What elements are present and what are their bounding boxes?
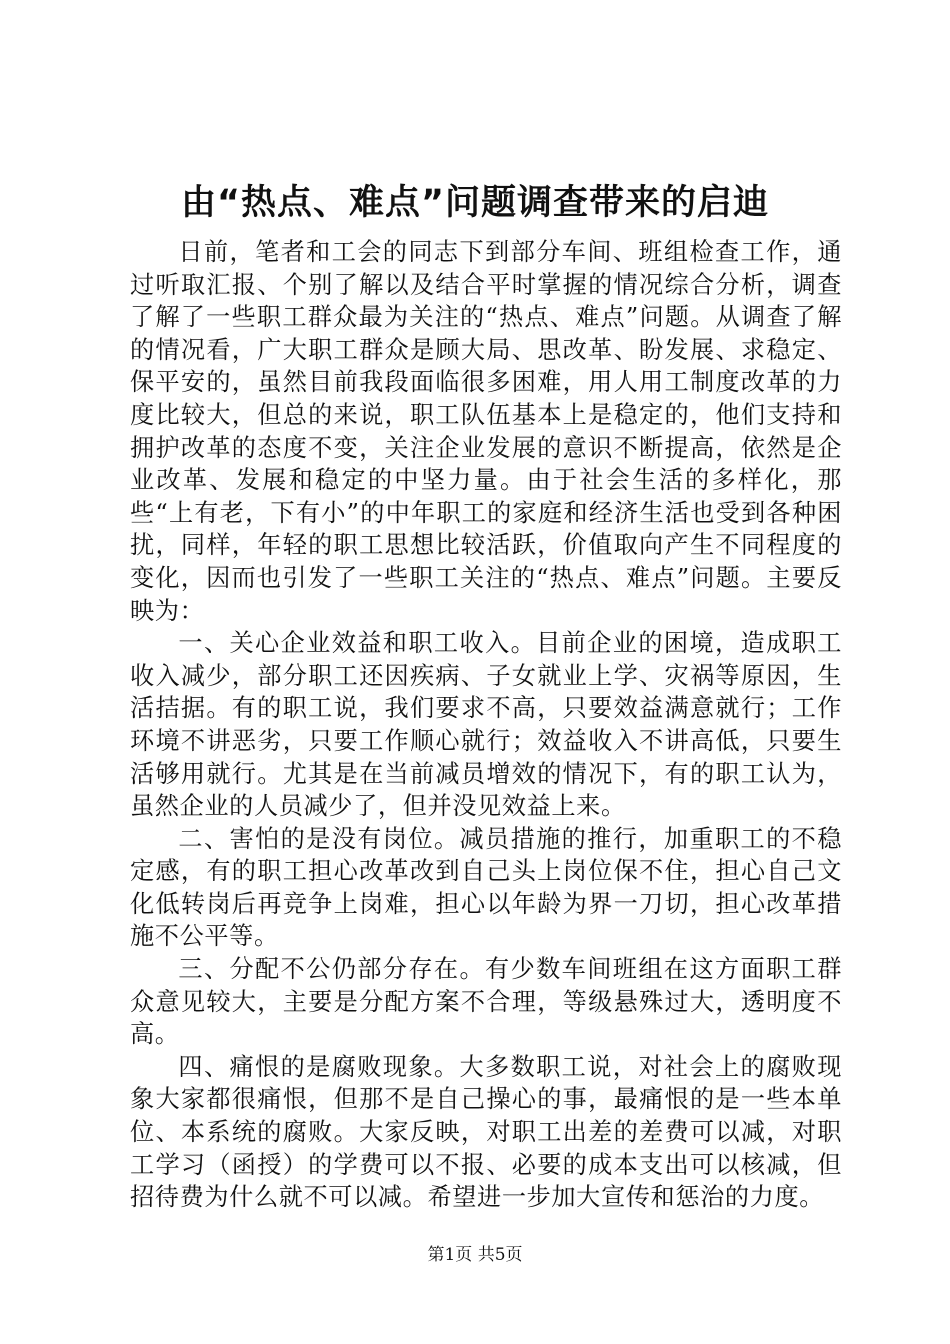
document-body (130, 236, 842, 1214)
paragraph-item-2: 二、害怕的是没有岗位。减员措施的推行，加重职工的不稳定感，有的职工担心改革改到自己头上岗位保不住，担心自己文化低转岗后再竞争上岗难，担心以年龄为界一刀切，担心改革措施不公平等。 (130, 824, 842, 951)
paragraph-item-3: 三、分配不公仍部分存在。有少数车间班组在这方面职工群众意见较大，主要是分配方案不合理，等级悬殊过大，透明度不高。 (130, 955, 842, 1049)
paragraph-item-1: 一、关心企业效益和职工收入。目前企业的困境，造成职工收入减少，部分职工还因疾病、子女就业上学、灾祸等原因，生活拮据。有的职工说，我们要求不高，只要效益满意就行；工作环境不讲恶劣，只要工作顺心就行；效益收入不讲高低，只要生活够用就行。尤其是在当前减员增效的情况下，有的职工认为，虽然企业的人员减少了，但并没见效益上来。 (130, 629, 842, 821)
document-title: 由“热点、难点”问题调查带来的启迪 (180, 183, 769, 223)
page-number-footer: 第1页 共5页 (427, 1245, 523, 1265)
paragraph-intro: 日前，笔者和工会的同志下到部分车间、班组检查工作，通过听取汇报、个别了解以及结合平时掌握的情况综合分析，调查了解了一些职工群众最为关注的“热点、难点”问题。从调查了解的情况看，广大职工群众是顾大局、思改革、盼发展、求稳定、保平安的，虽然目前我段面临很多困难，用人用工制度改革的力度比较大，但总的来说，职工队伍基本上是稳定的，他们支持和拥护改革的态度不变，关注企业发展的意识不断提高，依然是企业改革、发展和稳定的中坚力量。由于社会生活的多样化，那些“上有老，下有小”的中年职工的家庭和经济生活也受到各种困扰，同样，年轻的职工思想比较活跃，价值取向产生不同程度的变化，因而也引发了一些职工关注的“热点、难点”问题。主要反映为： (130, 238, 842, 625)
paragraph-item-4: 四、痛恨的是腐败现象。大多数职工说，对社会上的腐败现象大家都很痛恨，但那不是自己操心的事，最痛恨的是一些本单位、本系统的腐败。大家反映，对职工出差的差费可以减，对职工学习（函授）的学费可以不报、必要的成本支出可以核减，但招待费为什么就不可以减。希望进一步加大宣传和惩治的力度。 (130, 1052, 842, 1212)
